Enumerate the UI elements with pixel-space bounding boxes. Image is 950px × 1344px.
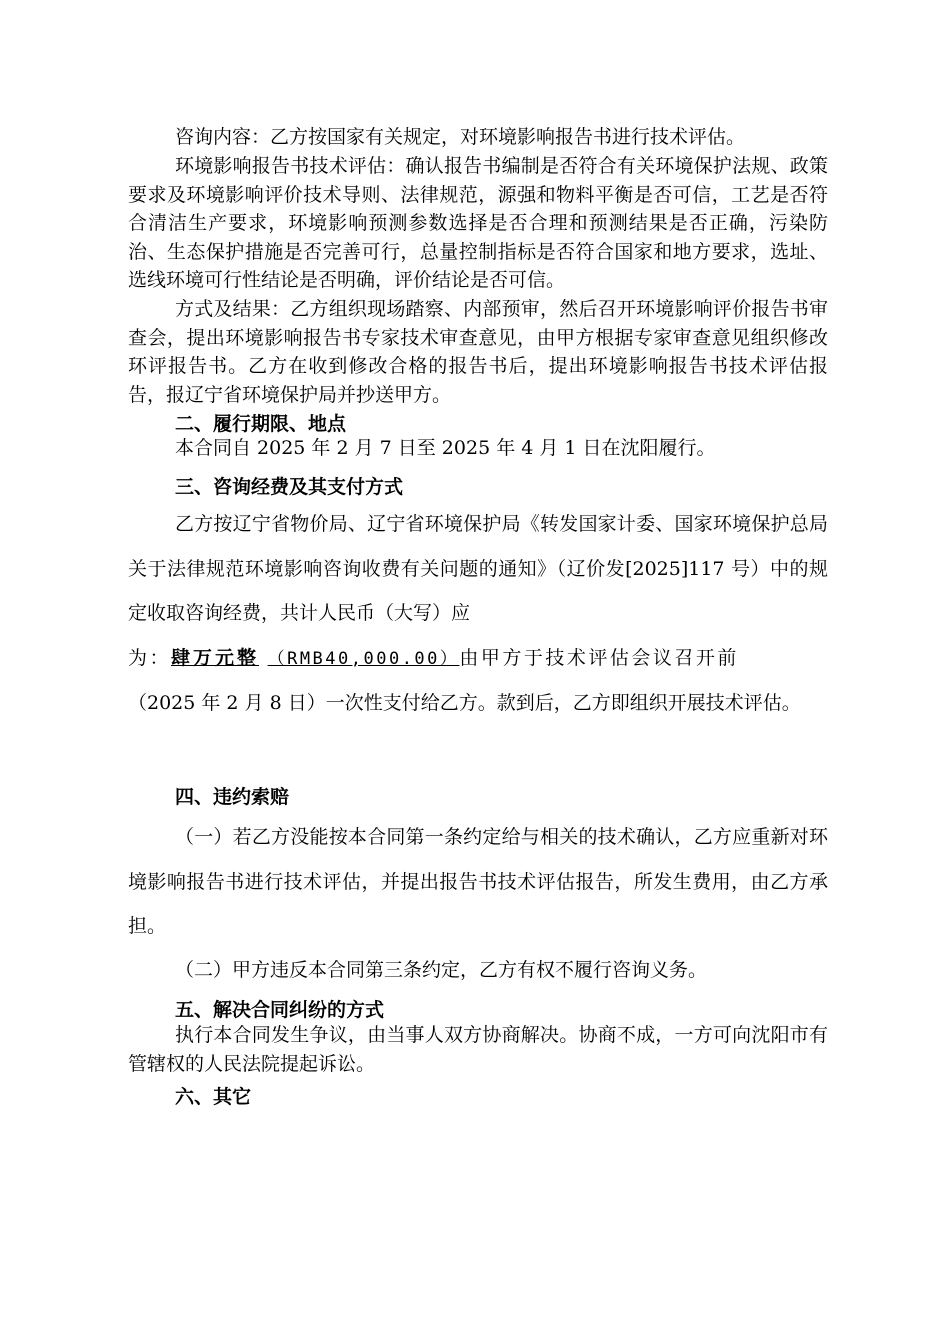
section-3-text-after: （2025 年 2 月 8 日）一次性支付给乙方。款到后，乙方即组织开展技术评估。 xyxy=(128,692,801,714)
amount-number: （RMB40,000.00） xyxy=(267,648,460,669)
section-3-heading: 三、咨询经费及其支付方式 xyxy=(175,476,404,498)
payment-prefix: 为： xyxy=(128,646,172,669)
section-5-text: 执行本合同发生争议，由当事人双方协商解决。协商不成，一方可向沈阳市有管辖权的人民法院提起诉讼。 xyxy=(128,1024,828,1075)
breach-item-2: （二）甲方违反本合同第三条约定，乙方有权不履行咨询义务。 xyxy=(175,959,708,981)
section-2-heading: 二、履行期限、地点 xyxy=(175,413,347,435)
method-and-result-paragraph: 方式及结果：乙方组织现场踏察、内部预审，然后召开环境影响评价报告书审查会，提出环境影响报告书专家技术审查意见，由甲方根据专家审查意见组织修改环评报告书。乙方在收到修改合格的报告书后，提出环境影响报告书技术评估报告，报辽宁省环境保护局并抄送甲方。 xyxy=(128,298,828,406)
section-3-text-before: 乙方按辽宁省物价局、辽宁省环境保护局《转发国家计委、国家环境保护总局关于法律规范环境影响咨询收费有关问题的通知》（辽价发[2025]117 号）中的规定收取咨询经费，共计人民币（大写）应 xyxy=(128,513,828,624)
breach-item-1: （一）若乙方没能按本合同第一条约定给与相关的技术确认，乙方应重新对环境影响报告书进行技术评估，并提出报告书技术评估报告，所发生费用，由乙方承担。 xyxy=(128,826,828,937)
consulting-content-paragraph: 咨询内容：乙方按国家有关规定，对环境影响报告书进行技术评估。 xyxy=(175,126,746,148)
payment-line xyxy=(128,636,828,682)
amount-chinese: 肆万元整 xyxy=(171,646,260,669)
section-2-text: 本合同自 2025 年 2 月 7 日至 2025 年 4 月 1 日在沈阳履行。 xyxy=(175,437,716,459)
technical-assessment-paragraph: 环境影响报告书技术评估：确认报告书编制是否符合有关环境保护法规、政策要求及环境影响评价技术导则、法律规范，源强和物料平衡是否可信，工艺是否符合清洁生产要求，环境影响预测参数选择是否合理和预测结果是否正确，污染防治、生态保护措施是否完善可行，总量控制指标是否符合国家和地方要求，选址、选线环境可行性结论是否明确，评价结论是否可信。 xyxy=(128,155,828,292)
section-5-heading: 五、解决合同纠纷的方式 xyxy=(175,999,385,1021)
section-3-text xyxy=(128,502,828,726)
section-6-heading: 六、其它 xyxy=(175,1086,252,1108)
payment-suffix: 由甲方于技术评估会议召开前 xyxy=(459,646,739,669)
section-4-heading: 四、违约索赔 xyxy=(175,786,290,808)
